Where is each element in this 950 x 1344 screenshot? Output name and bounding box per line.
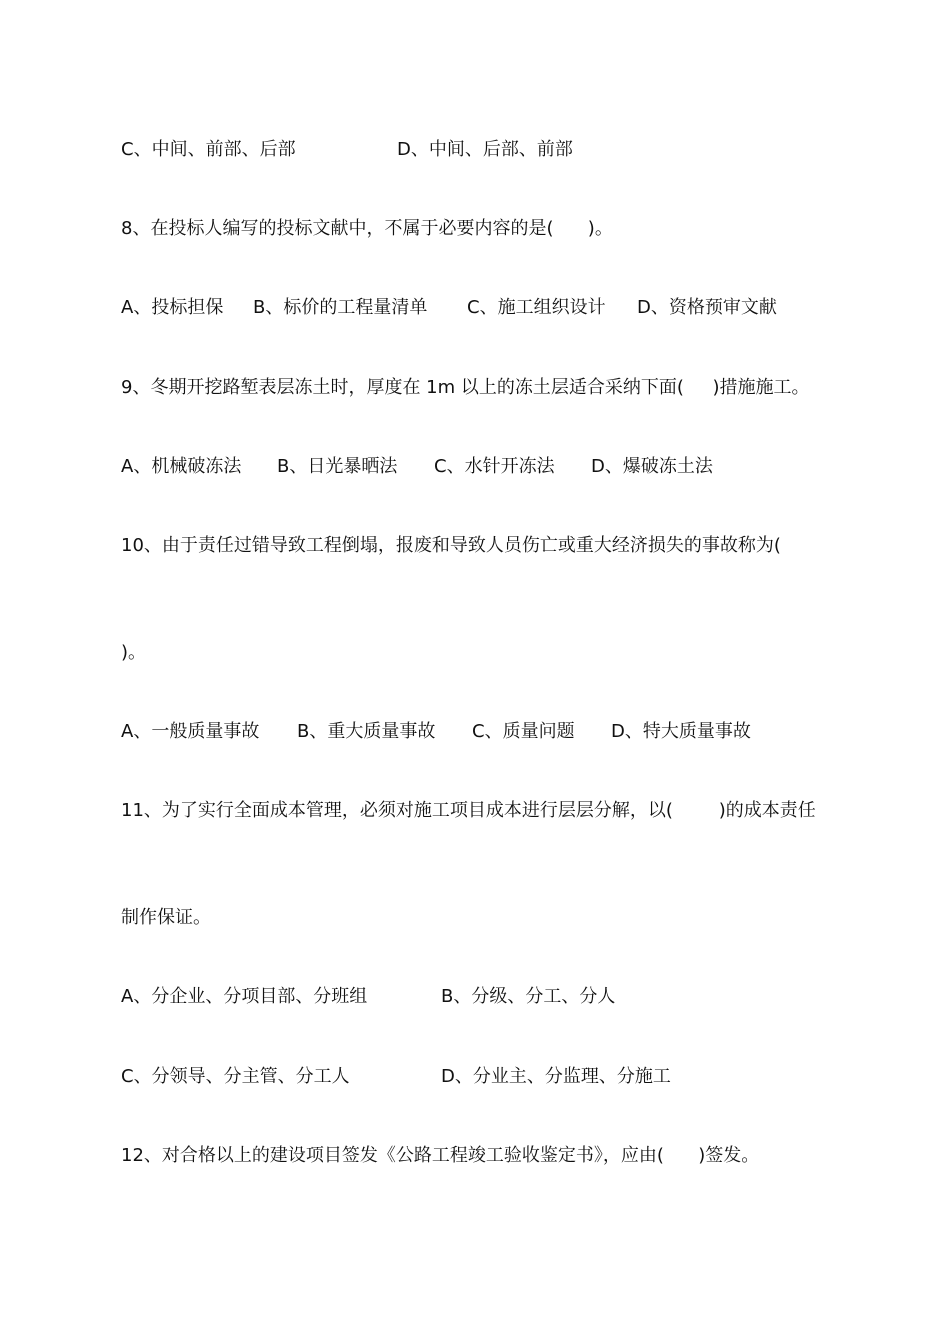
q10-option-a: A、一般质量事故: [121, 721, 260, 742]
q11-stem-line2: 制作保证。: [121, 907, 211, 928]
q7-option-c: C、中间、前部、后部: [121, 139, 296, 160]
q9-option-b: B、日光暴晒法: [277, 456, 398, 477]
q7-option-d: D、中间、后部、前部: [397, 139, 573, 160]
q9-option-c: C、水针开冻法: [434, 456, 555, 477]
q8-option-b: B、标价的工程量清单: [253, 297, 428, 318]
q8-stem: 8、在投标人编写的投标文献中，不属于必要内容的是( )。: [121, 218, 613, 239]
q10-option-d: D、特大质量事故: [611, 721, 751, 742]
q11-option-d: D、分业主、分监理、分施工: [441, 1066, 671, 1087]
q11-option-c: C、分领导、分主管、分工人: [121, 1066, 350, 1087]
q8-option-c: C、施工组织设计: [467, 297, 606, 318]
q9-stem: 9、冬期开挖路堑表层冻土时，厚度在 1m 以上的冻土层适合采纳下面( )措施施工。: [121, 377, 810, 398]
q9-option-d: D、爆破冻土法: [591, 456, 713, 477]
q11-option-a: A、分企业、分项目部、分班组: [121, 986, 368, 1007]
q11-stem-line1: 11、为了实行全面成本管理，必须对施工项目成本进行层层分解，以( )的成本责任: [121, 800, 816, 821]
q9-option-a: A、机械破冻法: [121, 456, 242, 477]
q8-option-a: A、投标担保: [121, 297, 224, 318]
q8-option-d: D、资格预审文献: [637, 297, 777, 318]
q10-option-c: C、质量问题: [472, 721, 575, 742]
q10-option-b: B、重大质量事故: [297, 721, 436, 742]
q11-option-b: B、分级、分工、分人: [441, 986, 616, 1007]
q10-stem-line1: 10、由于责任过错导致工程倒塌，报废和导致人员伤亡或重大经济损失的事故称为(: [121, 535, 781, 556]
q12-stem: 12、对合格以上的建设项目签发《公路工程竣工验收鉴定书》，应由( )签发。: [121, 1145, 760, 1166]
q10-stem-line2: )。: [121, 642, 147, 663]
